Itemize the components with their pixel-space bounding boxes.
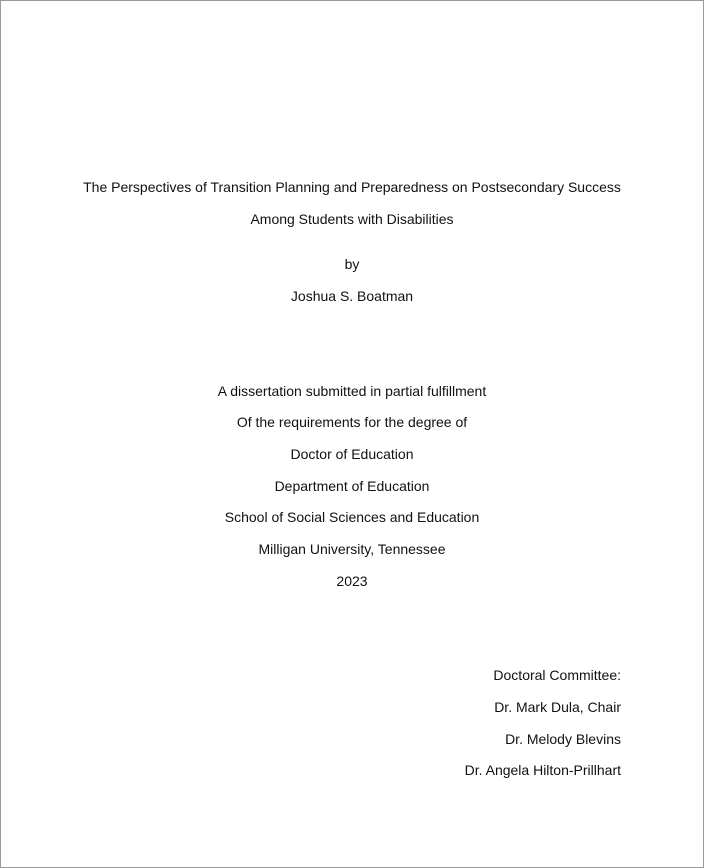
committee-member: Dr. Mark Dula, Chair bbox=[494, 699, 621, 715]
title-line-1: The Perspectives of Transition Planning and Preparedness on Postsecondary Success bbox=[83, 179, 621, 195]
year: 2023 bbox=[336, 573, 368, 589]
title-line-2: Among Students with Disabilities bbox=[250, 211, 454, 227]
committee-member: Dr. Melody Blevins bbox=[505, 731, 621, 747]
university-name: Milligan University, Tennessee bbox=[258, 541, 446, 557]
author-name: Joshua S. Boatman bbox=[290, 288, 414, 304]
by-label: by bbox=[344, 256, 360, 272]
school-name: School of Social Sciences and Education bbox=[224, 509, 480, 525]
degree-name: Doctor of Education bbox=[290, 446, 414, 462]
department-name: Department of Education bbox=[274, 478, 430, 494]
statement-line: Of the requirements for the degree of bbox=[236, 414, 468, 430]
committee-member: Dr. Angela Hilton-Prillhart bbox=[464, 762, 621, 778]
statement-line: A dissertation submitted in partial fulfillment bbox=[217, 383, 487, 399]
committee-heading: Doctoral Committee: bbox=[493, 667, 621, 683]
